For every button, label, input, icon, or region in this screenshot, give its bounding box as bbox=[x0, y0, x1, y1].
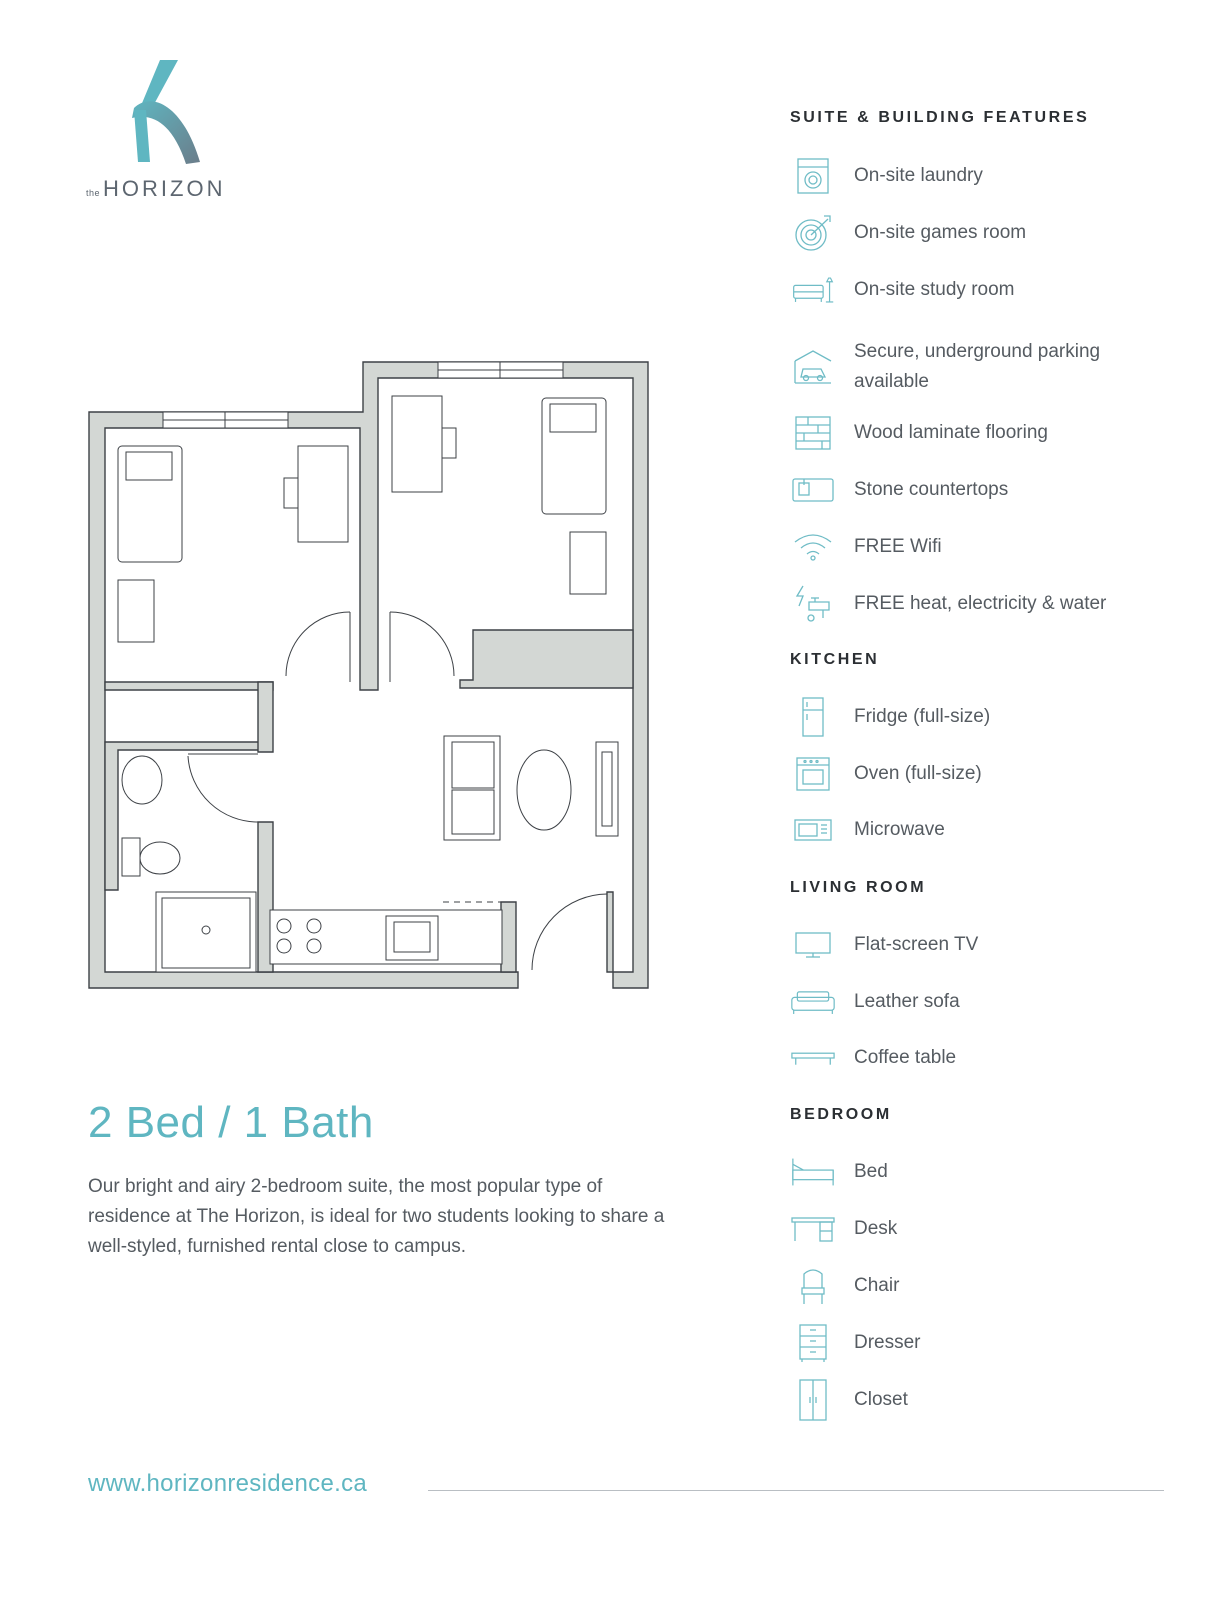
logo-prefix: the bbox=[86, 188, 101, 198]
feature-coffee-table bbox=[790, 1033, 1210, 1083]
feature-on-site-laundry bbox=[790, 151, 1210, 201]
feature-countertops bbox=[790, 465, 1210, 515]
feature-label: Microwave bbox=[854, 819, 945, 840]
feature-closet bbox=[790, 1375, 1210, 1425]
suite-title: 2 Bed / 1 Bath bbox=[88, 1098, 374, 1147]
feature-games-room bbox=[790, 208, 1210, 258]
feature-label: Dresser bbox=[854, 1332, 921, 1353]
floor-plan bbox=[88, 360, 653, 992]
fridge-icon bbox=[790, 697, 836, 737]
feature-chair bbox=[790, 1261, 1210, 1311]
feature-oven bbox=[790, 749, 1210, 799]
feature-wifi bbox=[790, 522, 1210, 572]
feature-label: Wood laminate flooring bbox=[854, 422, 1048, 443]
sofa-icon bbox=[790, 982, 836, 1022]
feature-label: Fridge (full-size) bbox=[854, 706, 991, 727]
feature-desk bbox=[790, 1204, 1210, 1254]
feature-flooring bbox=[790, 408, 1210, 458]
wifi-icon bbox=[790, 527, 836, 567]
feature-tv bbox=[790, 920, 1210, 970]
feature-label: Flat-screen TV bbox=[854, 934, 979, 955]
feature-label: Chair bbox=[854, 1275, 900, 1296]
horizon-logo-mark bbox=[122, 58, 212, 170]
washing-machine-icon bbox=[790, 156, 836, 196]
logo-name: HORIZON bbox=[103, 176, 226, 201]
feature-utilities bbox=[790, 579, 1210, 629]
feature-label: Bed bbox=[854, 1161, 888, 1182]
utilities-icon bbox=[790, 584, 836, 624]
flooring-icon bbox=[790, 413, 836, 453]
logo-wordmark bbox=[86, 176, 225, 202]
feature-label: Oven (full-size) bbox=[854, 763, 982, 784]
feature-label: Closet bbox=[854, 1389, 908, 1410]
suite-description: Our bright and airy 2-bedroom suite, the most popular type of residence at The Horizon, is ideal for two students looking to share a well-styled, furnished rental close to campus. bbox=[88, 1176, 665, 1257]
feature-sofa bbox=[790, 977, 1210, 1027]
bed-icon bbox=[790, 1152, 836, 1192]
feature-label: Desk bbox=[854, 1218, 898, 1239]
feature-parking bbox=[790, 337, 1210, 397]
coffee-table-icon bbox=[790, 1038, 836, 1078]
horizon-logo bbox=[86, 58, 256, 203]
tv-icon bbox=[790, 925, 836, 965]
feature-label: Stone countertops bbox=[854, 479, 1009, 500]
feature-label: Coffee table bbox=[854, 1047, 957, 1068]
section-heading-suite-building: SUITE & BUILDING FEATURES bbox=[790, 109, 1090, 126]
feature-label: Leather sofa bbox=[854, 991, 960, 1012]
target-icon bbox=[790, 213, 836, 253]
feature-label: On-site games room bbox=[854, 222, 1027, 243]
features-column bbox=[790, 0, 1210, 1500]
feature-study-room bbox=[790, 265, 1210, 315]
feature-fridge bbox=[790, 692, 1210, 742]
parking-garage-icon bbox=[790, 347, 836, 387]
feature-label: FREE Wifi bbox=[854, 536, 942, 557]
section-heading-bedroom: BEDROOM bbox=[790, 1106, 892, 1123]
desk-icon bbox=[790, 1209, 836, 1249]
section-heading-kitchen: KITCHEN bbox=[790, 651, 880, 668]
oven-icon bbox=[790, 754, 836, 794]
section-heading-living-room: LIVING ROOM bbox=[790, 879, 927, 896]
feature-label: On-site study room bbox=[854, 279, 1015, 300]
countertop-icon bbox=[790, 470, 836, 510]
feature-bed bbox=[790, 1147, 1210, 1197]
feature-label: Secure, underground parking available bbox=[854, 341, 1101, 392]
feature-label: On-site laundry bbox=[854, 165, 983, 186]
sofa-lamp-icon bbox=[790, 270, 836, 310]
dresser-icon bbox=[790, 1323, 836, 1363]
feature-dresser bbox=[790, 1318, 1210, 1368]
feature-label: FREE heat, electricity & water bbox=[854, 593, 1107, 614]
feature-microwave bbox=[790, 805, 1210, 855]
microwave-icon bbox=[790, 810, 836, 850]
closet-icon bbox=[790, 1380, 836, 1420]
website-link[interactable]: www.horizonresidence.ca bbox=[88, 1470, 368, 1497]
chair-icon bbox=[790, 1266, 836, 1306]
